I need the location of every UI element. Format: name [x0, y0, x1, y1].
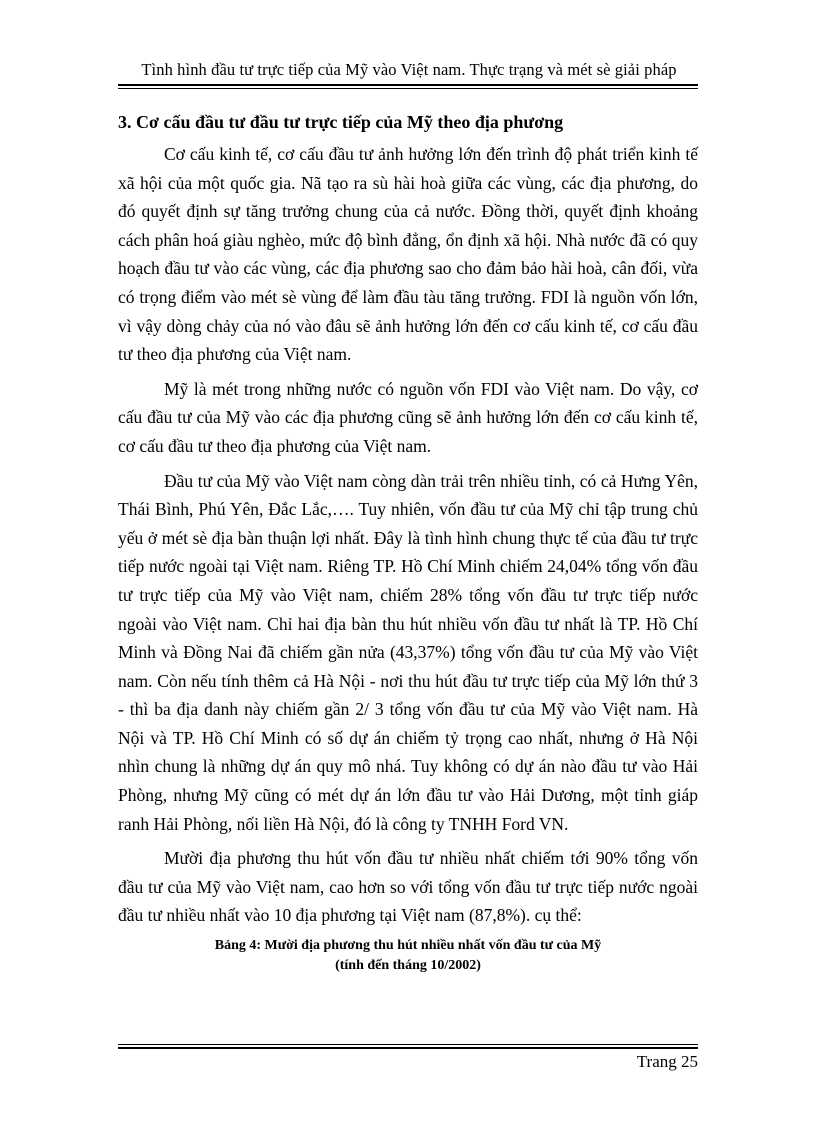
running-header: Tình hình đầu tư trực tiếp của Mỹ vào Việt nam. Thực trạng và mét sè giải pháp: [141, 60, 677, 79]
footer-rule-thin: [118, 1044, 698, 1045]
header-rule-thin: [118, 88, 698, 89]
footer-rule-thick: [118, 1047, 698, 1049]
paragraph-3: Đầu tư của Mỹ vào Việt nam còng dàn trải trên nhiều tỉnh, có cả Hưng Yên, Thái Bình, Phú Yên, Đắc Lắc,…. Tuy nhiên, vốn đầu tư của Mỹ chỉ tập trung chủ yếu ở mét sè địa bàn thuận lợi nhất. Đây là tình hình chung thực tế của đầu tư trực tiếp nước ngoài tại Việt nam. Riêng TP. Hồ Chí Minh chiếm 24,04% tổng vốn đầu tư trực tiếp của Mỹ vào Việt nam, chiếm 28% tổng vốn đầu tư trực tiếp nước ngoài vào Việt nam. Chỉ hai địa bàn thu hút nhiều vốn đầu tư nhất là TP. Hồ Chí Minh và Đồng Nai đã chiếm gần nửa (43,37%) tổng vốn đầu tư của Mỹ vào Việt nam. Còn nếu tính thêm cả Hà Nội - nơi thu hút đầu tư trực tiếp của Mỹ lớn thứ 3 - thì ba địa danh này chiếm gần 2/ 3 tổng vốn đầu tư của Mỹ vào Việt nam. Hà Nội và TP. Hồ Chí Minh có số dự án chiếm tỷ trọng cao nhất, nhưng ở Hà Nội nhìn chung là những dự án quy mô nhá. Tuy không có dự án nào đầu tư vào Hải Phòng, nhưng Mỹ cũng có mét dự án lớn đầu tư vào Hải Dương, một tỉnh giáp ranh Hải Phòng, nối liền Hà Nội, đó là công ty TNHH Ford VN.: [118, 470, 698, 834]
paragraph-4: Mười địa phương thu hút vốn đầu tư nhiều nhất chiếm tới 90% tổng vốn đầu tư của Mỹ vào Việt nam, cao hơn so với tổng vốn đầu tư trực tiếp nước ngoài đầu tư nhiều nhất vào 10 địa phương tại Việt nam (87,8%). cụ thể:: [118, 848, 698, 926]
header-rule-thick: [118, 84, 698, 86]
table-caption-title: Bảng 4: Mười địa phương thu hút nhiều nhất vốn đầu tư của Mỹ: [214, 938, 602, 954]
paragraph-1: Cơ cấu kinh tế, cơ cấu đầu tư ảnh hưởng lớn đến trình độ phát triển kinh tế xã hội của một quốc gia. Nã tạo ra sù hài hoà giữa các vùng, các địa phương, do đó quyết định sự tăng trưởng chung của cả nước. Đồng thời, quyết định khoảng cách phân hoá giàu nghèo, mức độ bình đẳng, ổn định xã hội. Nhà nước đã có quy hoạch đầu tư vào các vùng, các địa phương sao cho đảm bảo hài hoà, cân đối, vừa có trọng điểm vào mét sè vùng để làm đầu tàu tăng trưởng. FDI là nguồn vốn lớn, vì vậy dòng chảy của nó vào đâu sẽ ảnh hưởng lớn đến cơ cấu kinh tế, cơ cấu đầu tư theo địa phương của Việt nam.: [118, 144, 698, 365]
table-caption-date: (tính đến tháng 10/2002): [335, 958, 481, 974]
page-body: [118, 108, 698, 976]
page-number: Trang 25: [636, 1052, 698, 1071]
section-heading: 3. Cơ cấu đầu tư đầu tư trực tiếp của Mỹ theo địa phương: [118, 112, 564, 132]
paragraph-2: Mỹ là mét trong những nước có nguồn vốn FDI vào Việt nam. Do vậy, cơ cấu đầu tư của Mỹ vào các địa phương cũng sẽ ảnh hưởng lớn đến cơ cấu kinh tế, cơ cấu đầu tư theo địa phương của Việt nam.: [118, 378, 698, 456]
